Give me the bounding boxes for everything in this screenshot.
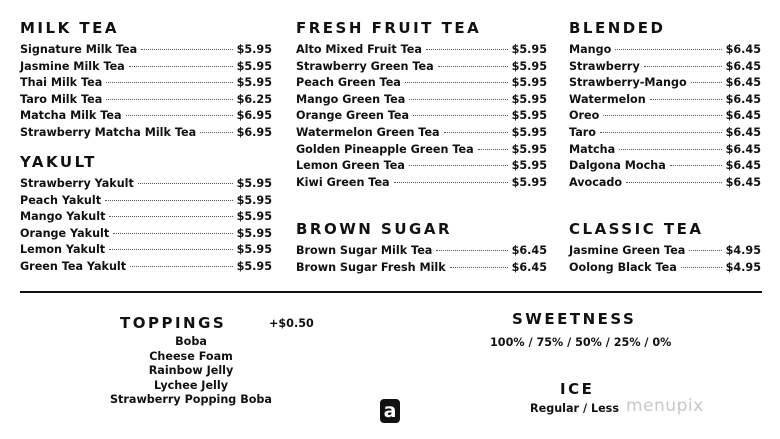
menu-item (296, 261, 547, 278)
dot-leader (409, 165, 508, 166)
dot-leader (106, 82, 232, 83)
dot-leader (126, 115, 233, 116)
menu-item-name: Oolong Black Tea (569, 260, 677, 274)
menu-item-price: $4.95 (725, 244, 761, 257)
menu-item-name: Watermelon (569, 92, 646, 106)
menupix-watermark: menupix (626, 396, 704, 416)
dot-leader (650, 99, 722, 100)
dot-leader (138, 183, 233, 184)
menu-item-price: $5.95 (236, 76, 272, 90)
menu-item-price: $5.95 (511, 43, 547, 56)
menu-item-name: Strawberry-Mango (569, 76, 687, 90)
menu-item (20, 60, 272, 77)
menu-item-price: $6.95 (236, 125, 272, 139)
menu-item (296, 93, 547, 110)
menu-item-name: Orange Green Tea (296, 109, 410, 123)
menu-item-name: Signature Milk Tea (20, 43, 138, 56)
menu-item (296, 143, 547, 160)
menu-item (296, 60, 547, 77)
menu-item-name: Alto Mixed Fruit Tea (296, 43, 422, 56)
menu-item (20, 210, 272, 227)
menu-item-name: Mango (569, 43, 612, 56)
menu-item-name: Peach Yakult (20, 193, 102, 207)
menu-item (569, 244, 761, 261)
menu-item-name: Thai Milk Tea (20, 76, 103, 90)
toppings-list (80, 335, 302, 408)
brand-logo-icon: a (380, 399, 400, 423)
menu-item-name: Taro (569, 125, 596, 139)
menu-item-price: $6.45 (725, 109, 761, 123)
topping-item: Rainbow Jelly (148, 364, 234, 378)
dot-leader (200, 132, 232, 133)
menu-item (296, 76, 547, 93)
toppings-price: +$0.50 (269, 317, 314, 330)
dot-leader (644, 66, 722, 67)
menu-item-price: $6.45 (511, 260, 547, 274)
fresh-fruit-tea-list (296, 43, 547, 192)
toppings-title: TOPPINGS (120, 314, 227, 332)
dot-leader (129, 66, 233, 67)
section-divider (20, 291, 762, 293)
milk-tea-list (20, 43, 272, 143)
menu-item-name: Dalgona Mocha (569, 159, 666, 173)
menu-item (20, 260, 272, 277)
menu-item-name: Matcha Milk Tea (20, 109, 122, 123)
menu-item (20, 227, 272, 244)
yakult-list (20, 177, 272, 277)
menu-item-name: Strawberry Matcha Milk Tea (20, 125, 197, 139)
menu-item-name: Mango Yakult (20, 210, 106, 224)
dot-leader (478, 149, 508, 150)
menu-item-price: $6.45 (725, 159, 761, 173)
ice-options: Regular / Less (530, 402, 619, 415)
menu-item-price: $6.45 (511, 244, 547, 257)
menu-item-price: $6.25 (236, 92, 272, 106)
menu-item-price: $5.95 (511, 175, 547, 189)
ice-title: ICE (560, 380, 595, 398)
menu-item-name: Watermelon Green Tea (296, 125, 440, 139)
menu-item-name: Kiwi Green Tea (296, 175, 390, 189)
topping-item: Lychee Jelly (153, 378, 229, 392)
menu-item (296, 126, 547, 143)
dot-leader (626, 182, 721, 183)
menu-item-name: Brown Sugar Fresh Milk (296, 260, 446, 274)
menu-item-price: $6.45 (725, 142, 761, 156)
menu-item (20, 43, 272, 60)
dot-leader (670, 165, 722, 166)
dot-leader (106, 99, 232, 100)
menu-item-name: Lemon Green Tea (296, 159, 405, 173)
menu-item-name: Jasmine Milk Tea (20, 59, 125, 73)
menu-item-price: $5.95 (236, 177, 272, 190)
fresh-fruit-tea-section (296, 19, 547, 192)
menu-item-price: $4.95 (725, 260, 761, 274)
menu-item-price: $5.95 (511, 142, 547, 156)
classic-tea-section (569, 220, 761, 277)
topping-item: Boba (175, 335, 207, 348)
menu-item (296, 176, 547, 193)
dot-leader (444, 132, 508, 133)
menu-item (20, 93, 272, 110)
menu-item-name: Green Tea Yakult (20, 259, 127, 273)
menu-item-price: $5.95 (236, 259, 272, 273)
menu-item (20, 194, 272, 211)
dot-leader (691, 82, 722, 83)
dot-leader (426, 49, 508, 50)
menu-item-name: Taro Milk Tea (20, 92, 103, 106)
menu-item-name: Strawberry (569, 59, 640, 73)
menu-item (569, 43, 761, 60)
menu-item-price: $5.95 (236, 43, 272, 56)
menu-item-price: $5.95 (511, 109, 547, 123)
dot-leader (436, 250, 507, 251)
menu-item-price: $5.95 (236, 243, 272, 257)
menu-item-price: $6.45 (725, 92, 761, 106)
menu-item-name: Strawberry Yakult (20, 177, 134, 190)
yakult-section (20, 153, 272, 277)
menu-item (296, 244, 547, 261)
dot-leader (109, 216, 232, 217)
menu-item-price: $5.95 (236, 210, 272, 224)
menu-item-price: $6.45 (725, 125, 761, 139)
dot-leader (438, 66, 508, 67)
dot-leader (113, 233, 232, 234)
brown-sugar-section (296, 220, 547, 277)
brown-sugar-title: BROWN SUGAR (296, 220, 453, 238)
menu-item-name: Oreo (569, 109, 600, 123)
menu-item-name: Jasmine Green Tea (569, 244, 686, 257)
menu-item (296, 109, 547, 126)
dot-leader (109, 249, 232, 250)
menu-item-name: Lemon Yakult (20, 243, 106, 257)
menu-item-price: $6.45 (725, 59, 761, 73)
menu-item-price: $5.95 (236, 226, 272, 240)
dot-leader (405, 82, 508, 83)
topping-item: Strawberry Popping Boba (109, 393, 272, 407)
milk-tea-title: MILK TEA (20, 19, 119, 37)
dot-leader (394, 182, 508, 183)
menu-item (569, 176, 761, 193)
menu-item (569, 143, 761, 160)
menu-item-name: Peach Green Tea (296, 76, 401, 90)
menu-item-price: $6.95 (236, 109, 272, 123)
menu-item (20, 109, 272, 126)
menu-item-name: Avocado (569, 175, 623, 189)
menu-item (569, 261, 761, 278)
menu-item (20, 177, 272, 194)
menu-item (569, 93, 761, 110)
menu-item (296, 159, 547, 176)
menu-item-price: $5.95 (511, 159, 547, 173)
milk-tea-section (20, 19, 272, 143)
menu-item-price: $6.45 (725, 43, 761, 56)
menu-item-price: $5.95 (236, 193, 272, 207)
menu-item (569, 109, 761, 126)
dot-leader (141, 49, 232, 50)
dot-leader (681, 267, 722, 268)
topping-item: Cheese Foam (149, 349, 233, 363)
blended-title: BLENDED (569, 19, 666, 37)
dot-leader (689, 250, 721, 251)
dot-leader (600, 132, 722, 133)
menu-item-name: Orange Yakult (20, 226, 110, 240)
menu-item (569, 159, 761, 176)
menu-item (296, 43, 547, 60)
menu-item-price: $5.95 (511, 59, 547, 73)
menu-item-name: Mango Green Tea (296, 92, 406, 106)
menu-item (20, 76, 272, 93)
dot-leader (105, 200, 233, 201)
fresh-fruit-tea-title: FRESH FRUIT TEA (296, 19, 482, 37)
menu-item (569, 76, 761, 93)
menu-item-price: $5.95 (511, 76, 547, 90)
blended-section (569, 19, 761, 192)
menu-item-price: $6.45 (725, 76, 761, 90)
blended-list (569, 43, 761, 192)
menu-item-price: $5.95 (511, 92, 547, 106)
menu-item-price: $5.95 (236, 59, 272, 73)
menu-item-name: Brown Sugar Milk Tea (296, 244, 433, 257)
dot-leader (413, 115, 508, 116)
brown-sugar-list (296, 244, 547, 277)
menu-item-price: $5.95 (511, 125, 547, 139)
dot-leader (619, 149, 721, 150)
menu-item (20, 126, 272, 143)
menu-item (569, 126, 761, 143)
sweetness-title: SWEETNESS (512, 310, 637, 328)
menu-item (20, 243, 272, 260)
classic-tea-title: CLASSIC TEA (569, 220, 704, 238)
menu-item (569, 60, 761, 77)
classic-tea-list (569, 244, 761, 277)
menu-item-name: Strawberry Green Tea (296, 59, 434, 73)
menu-item-name: Matcha (569, 142, 616, 156)
dot-leader (130, 266, 232, 267)
dot-leader (603, 115, 721, 116)
menu-item-name: Golden Pineapple Green Tea (296, 142, 474, 156)
sweetness-options: 100% / 75% / 50% / 25% / 0% (490, 336, 672, 349)
menu-item-price: $6.45 (725, 175, 761, 189)
dot-leader (615, 49, 721, 50)
dot-leader (450, 267, 508, 268)
yakult-title: YAKULT (20, 153, 97, 171)
dot-leader (409, 99, 507, 100)
